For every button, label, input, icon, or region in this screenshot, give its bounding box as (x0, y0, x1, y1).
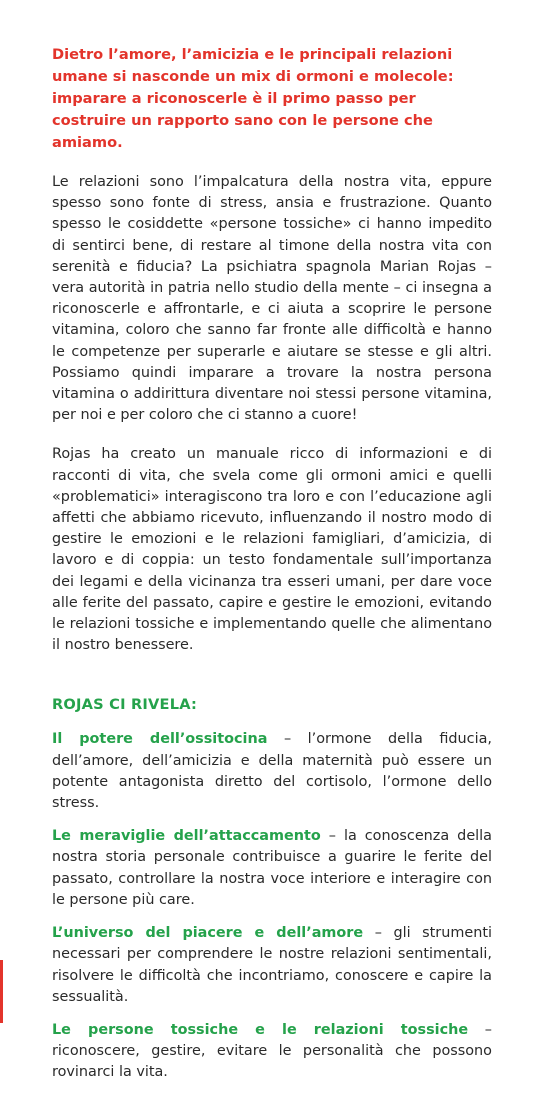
back-cover-text (52, 44, 492, 1096)
point-lead: Il potere dell’ossitocina (52, 731, 268, 748)
section-title: ROJAS CI RIVELA: (52, 696, 198, 714)
point-lead: L’universo del piacere e dell’amore (52, 925, 364, 942)
red-edge-accent (0, 960, 3, 1023)
point-text: – gli strumenti necessari per comprendere le nostre relazioni sentimentali, risolvere le difficoltà che incontriamo, conoscere e capire la sessualità. (52, 925, 492, 1005)
point-text: – riconoscere, gestire, evitare le personalità che possono rovinarci la vita. (52, 1021, 492, 1081)
body-paragraph-2: Rojas ha creato un manuale ricco di informazioni e di racconti di vita, che svela come gli ormoni amici e quelli «problematici» interagiscono tra loro e con l’educazione agli affetti che abbiamo ricevuto, influenzando il nostro modo di gestire le emozioni e le relazioni famigliari, d’amicizia, di lavoro e di coppia: un testo fondamentale sull’importanza dei legami e della vicinanza tra esseri umani, per dare voce alle ferite del passato, capire e gestire le emozioni, evitando le relazioni tossiche e implementando quelle che alimentano il nostro benessere. (52, 446, 492, 654)
point-pleasure-love (52, 923, 492, 1008)
point-oxytocin (52, 729, 492, 814)
body-paragraph-1: Le relazioni sono l’impalcatura della nostra vita, eppure spesso sono fonte di stress, ansia e frustrazione. Quanto spesso le cosiddette «persone tossiche» ci hanno impedito di sentirci bene, di restare al timone della nostra vita con serenità e fiducia? La psichiatra spagnola Marian Rojas – vera autorità in patria nello studio della mente – ci insegna a riconoscerle e affrontarle, e ci aiuta a scoprire le persone vitamina, coloro che sanno far fronte alle difficoltà e hanno le competenze per superarle e aiutare se stesse e gli altri. Possiamo quindi imparare a trovare la nostra persona vitamina o addirittura diventare noi stessi persone vitamina, per noi e per coloro che ci stanno a cuore! (52, 174, 492, 424)
point-attachment (52, 826, 492, 911)
intro-blurb: Dietro l’amore, l’amicizia e le principali relazioni umane si nasconde un mix di ormoni e molecole: imparare a riconoscerle è il primo passo per costruire un rapporto sano con le persone che amiamo. (52, 46, 454, 151)
point-lead: Le meraviglie dell’attaccamento (52, 828, 321, 845)
point-lead: Le persone tossiche e le relazioni tossiche (52, 1021, 469, 1038)
point-toxic-people (52, 1020, 492, 1084)
point-text: – la conoscenza della nostra storia personale contribuisce a guarire le ferite del passato, controllare la nostra voce interiore e interagire con le persone più care. (52, 828, 492, 908)
point-text: – l’ormone della fiducia, dell’amore, dell’amicizia e della maternità può essere un potente antagonista diretto del cortisolo, l’ormone dello stress. (52, 731, 492, 812)
